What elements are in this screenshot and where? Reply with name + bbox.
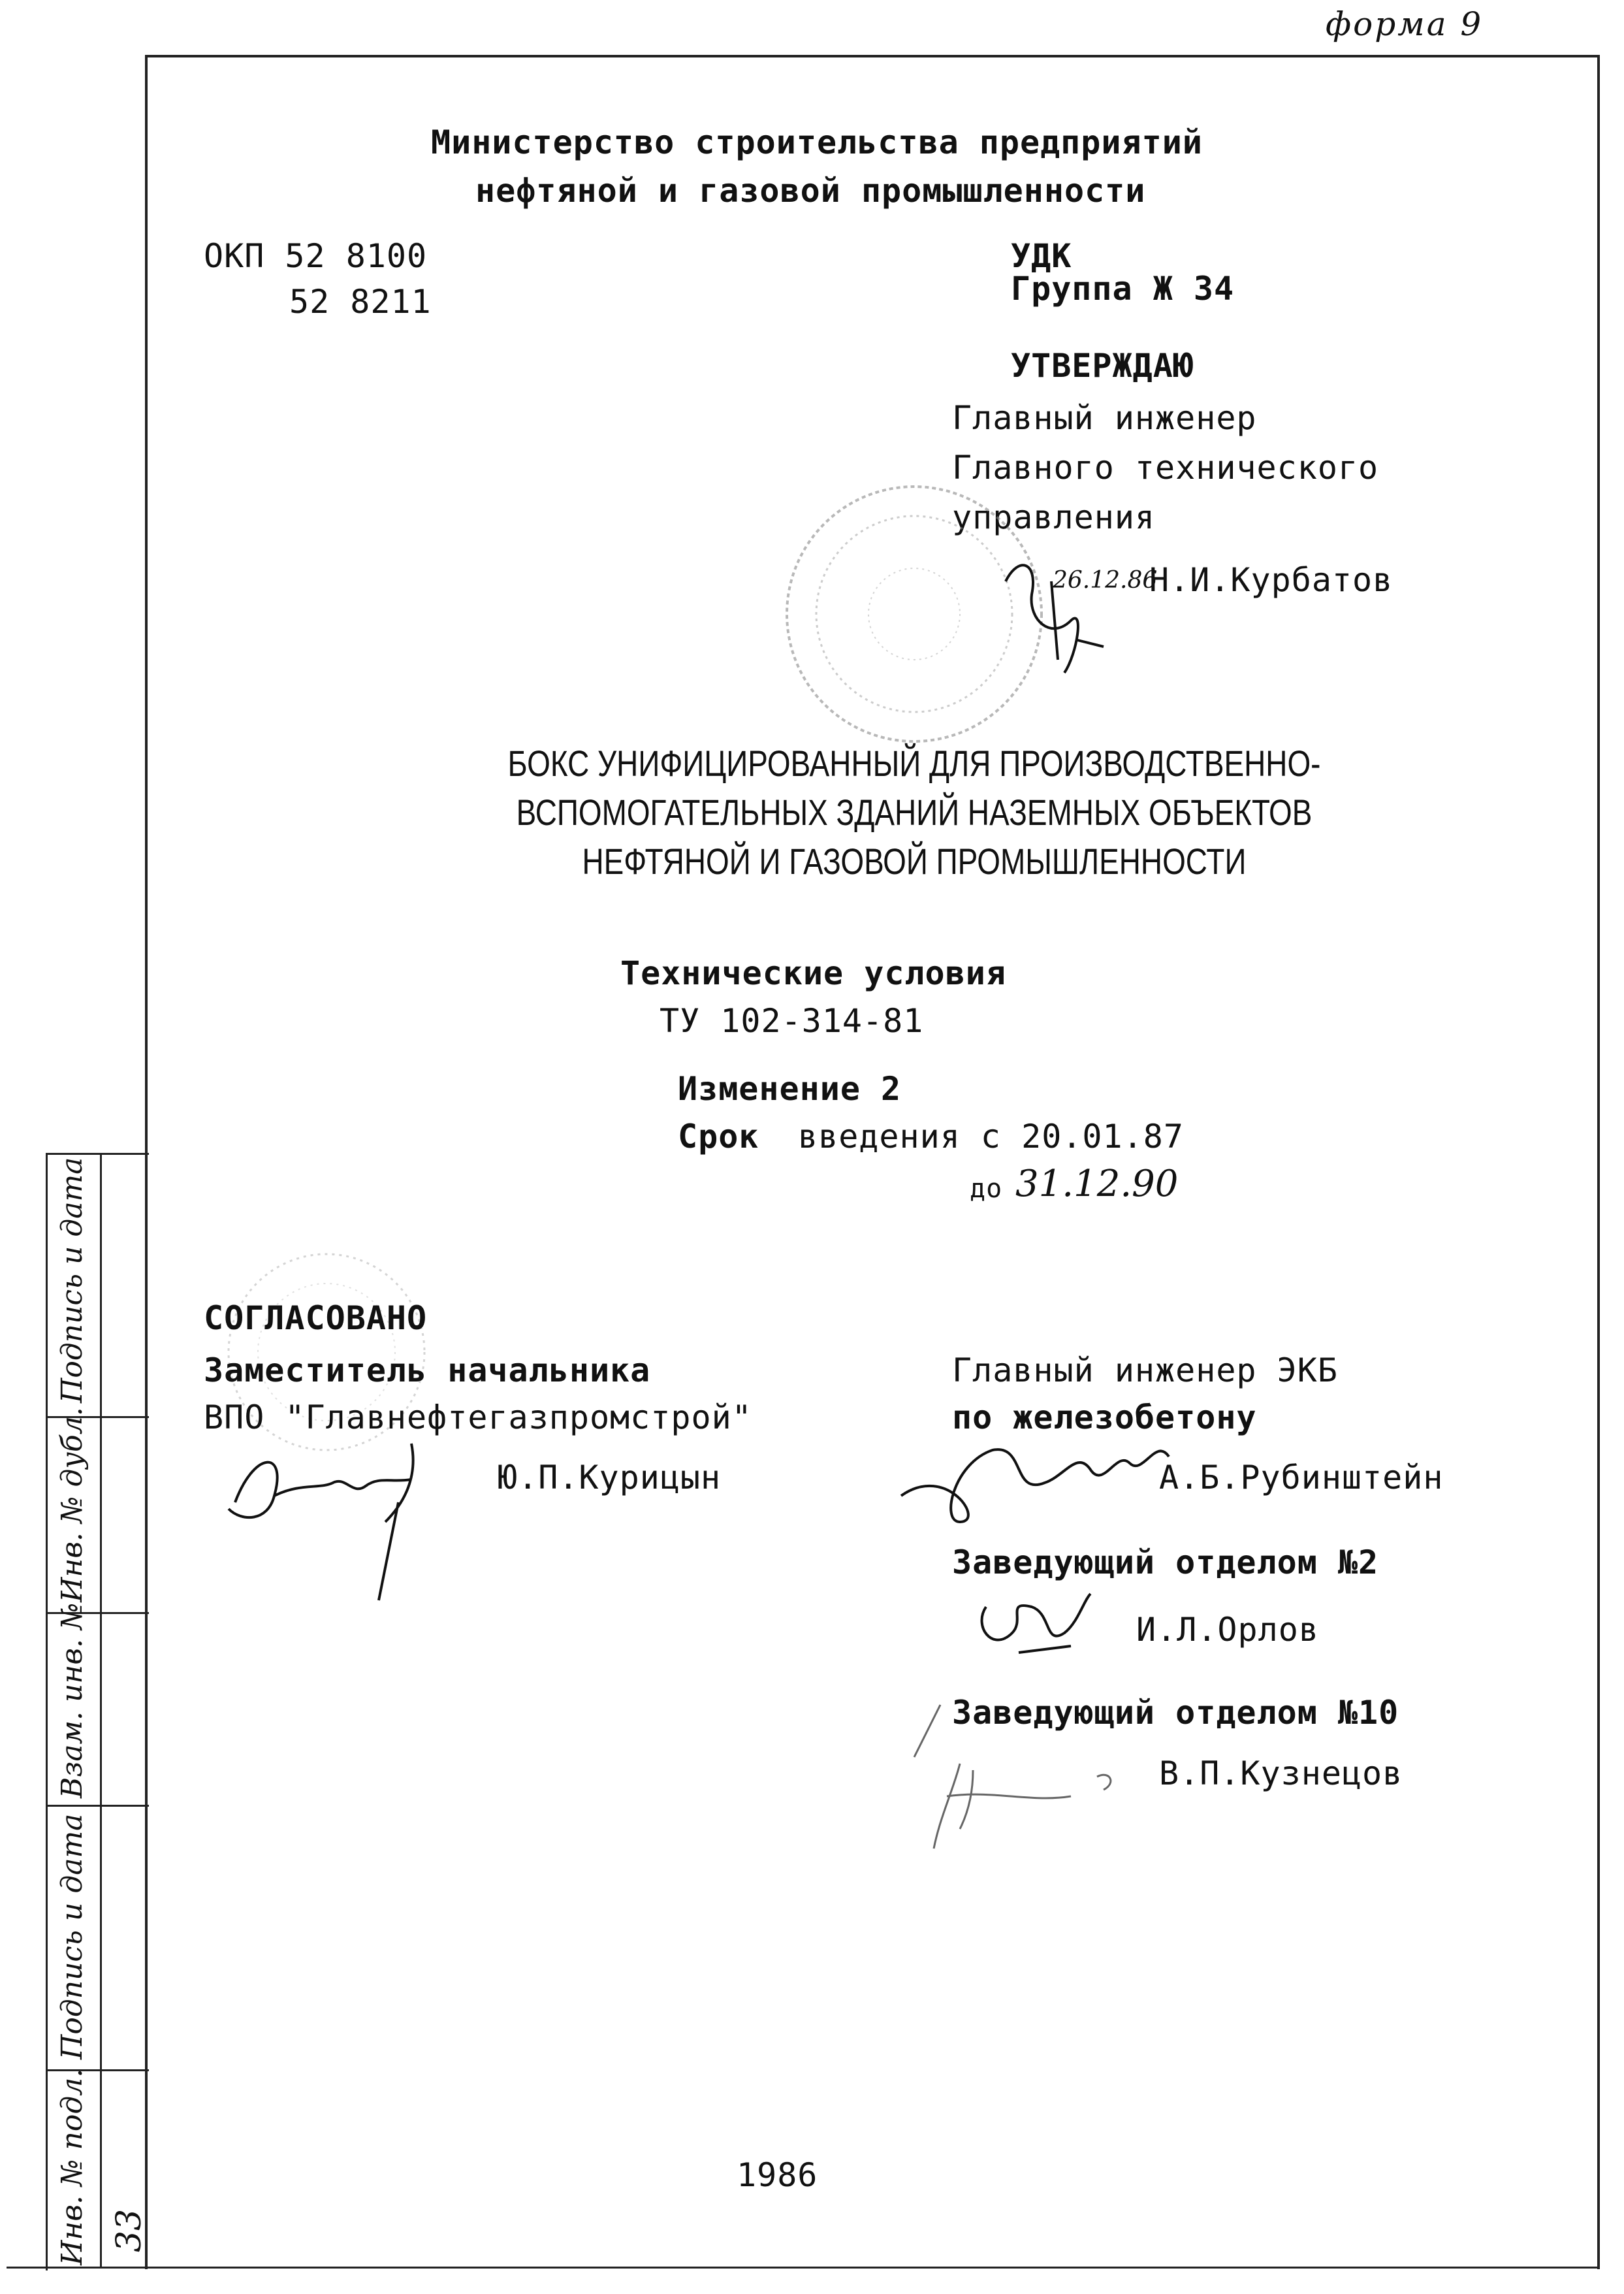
agreed-position-1: Заместитель начальника <box>204 1351 651 1389</box>
group-code: Группа Ж 34 <box>1011 270 1235 308</box>
signer-3-name: В.П.Кузнецов <box>1159 1754 1403 1792</box>
term-label: Срок <box>678 1118 759 1155</box>
signer-1-name: А.Б.Рубинштейн <box>1159 1459 1444 1496</box>
orlov-signature <box>966 1581 1097 1679</box>
side-label-inv-dubl: Инв. № дубл. <box>56 1407 89 1602</box>
document-title-line-1: БОКС УНИФИЦИРОВАННЫЙ ДЛЯ ПРОИЗВОДСТВЕННО- <box>507 743 1321 784</box>
kuritsyn-signature <box>215 1424 490 1613</box>
term-text: введения с 20.01.87 <box>798 1118 1184 1155</box>
side-stamp <box>46 1153 149 2270</box>
kuznetsov-signature <box>901 1698 1149 1862</box>
agreed-header: СОГЛАСОВАНО <box>204 1299 428 1337</box>
frame-right <box>1597 55 1600 2269</box>
document-title-line-2: ВСПОМОГАТЕЛЬНЫХ ЗДАНИЙ НАЗЕМНЫХ ОБЪЕКТОВ <box>516 792 1313 833</box>
signer-1-position-1: Главный инженер ЭКБ <box>952 1351 1338 1389</box>
frame-bottom <box>7 2267 1600 2269</box>
side-label-vzam-inv: Взам. инв. № <box>56 1602 89 1798</box>
okp-code: ОКП 52 8100 <box>204 237 428 275</box>
side-row-line-3 <box>48 1805 149 1807</box>
document-title-line-3: НЕФТЯНОЙ И ГАЗОВОЙ ПРОМЫШЛЕННОСТИ <box>582 841 1247 882</box>
approve-label: УТВЕРЖДАЮ <box>1011 347 1194 385</box>
until-date: 31.12.90 <box>1015 1163 1179 1205</box>
side-label-inv-podl: Инв. № подл. <box>56 2068 89 2265</box>
signer-2-name: И.Л.Орлов <box>1136 1611 1319 1649</box>
agreed-name: Ю.П.Курицын <box>498 1459 722 1496</box>
signer-1-position-2: по железобетону <box>952 1398 1257 1436</box>
ministry-line-2: нефтяной и газовой промышленности <box>475 172 1146 210</box>
document-year: 1986 <box>737 2156 818 2194</box>
approver-position-3: управления <box>952 498 1156 536</box>
spec-type: Технические условия <box>620 954 1006 992</box>
approver-position-1: Главный инженер <box>952 399 1257 437</box>
until-prefix: до <box>970 1174 1003 1204</box>
approver-signature <box>993 542 1123 686</box>
form-label: форма 9 <box>1326 5 1484 43</box>
approver-name: Н.И.Курбатов <box>1149 561 1393 599</box>
signer-2-position: Заведующий отделом №2 <box>952 1543 1379 1581</box>
ministry-line-1: Министерство строительства предприятий <box>431 123 1203 161</box>
side-label-podpis-data-top: Подпись и дата <box>56 1157 89 1403</box>
signer-3-position: Заведующий отделом №10 <box>952 1694 1399 1732</box>
udk-label: УДК <box>1011 237 1072 275</box>
side-label-podpis-data-bottom: Подпись и дата <box>56 1813 89 2060</box>
side-stamp-divider <box>100 1155 102 2269</box>
agreed-position-2: ВПО "Главнефтегазпромстрой" <box>204 1398 752 1436</box>
okp-code-2: 52 8211 <box>289 283 432 321</box>
frame-top <box>147 55 1600 57</box>
approver-position-2: Главного технического <box>952 449 1379 487</box>
spec-code: ТУ 102-314-81 <box>660 1002 924 1040</box>
change-number: Изменение 2 <box>678 1070 902 1108</box>
approval-date: 26.12.86 <box>1053 567 1158 594</box>
side-inv-number: 33 <box>110 2208 149 2252</box>
